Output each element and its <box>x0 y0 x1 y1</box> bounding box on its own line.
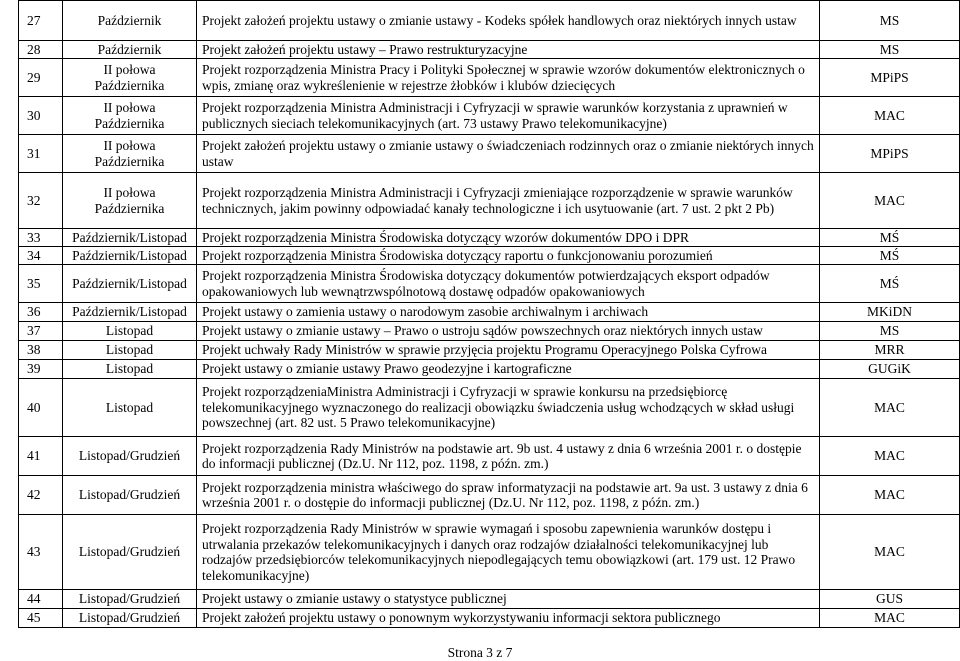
row-period: Październik/Listopad <box>63 303 197 322</box>
row-period: Listopad/Grudzień <box>63 609 197 628</box>
row-description: Projekt rozporządzenia Ministra Administracji i Cyfryzacji w sprawie warunków korzystania z uprawnień w publicznych sieciach telekomunikacyjnych (art. 73 ustawy Prawo telekomunikacyjne) <box>197 97 820 135</box>
table-row <box>19 379 960 437</box>
row-description: Projekt ustawy o zamienia ustawy o narodowym zasobie archiwalnym i archiwach <box>197 303 820 322</box>
row-description: Projekt rozporządzeniaMinistra Administracji i Cyfryzacji w sprawie konkursu na przedsiębiorcę telekomunikacyjnego wyznaczonego do realizacji obowiązku świadczenia usług wchodzących w skład usługi powszechnej (art. 82 ust. 5 Prawo telekomunikacyjne) <box>197 379 820 437</box>
row-institution: MAC <box>820 379 960 437</box>
table-row <box>19 341 960 360</box>
row-number: 29 <box>19 59 63 97</box>
row-number: 28 <box>19 41 63 59</box>
row-period: Listopad <box>63 341 197 360</box>
table-row <box>19 476 960 515</box>
row-number: 40 <box>19 379 63 437</box>
row-description: Projekt rozporządzenia Ministra Środowiska dotyczący dokumentów potwierdzających eksport odpadów opakowaniowych lub wewnątrzwspólnotową dostawę odpadów opakowaniowych <box>197 265 820 303</box>
row-description: Projekt założeń projektu ustawy o zmianie ustawy o świadczeniach rodzinnych oraz o zmianie niektórych innych ustaw <box>197 135 820 173</box>
row-period: Listopad/Grudzień <box>63 515 197 590</box>
row-number: 36 <box>19 303 63 322</box>
row-description: Projekt rozporządzenia Ministra Administracji i Cyfryzacji zmieniające rozporządzenie w sprawie warunków technicznych, jakim powinny odpowiadać kanały technologiczne i ich usytuowanie (art. 7 ust. 2 pkt 2 Pb) <box>197 173 820 229</box>
row-institution: MŚ <box>820 247 960 265</box>
table-row <box>19 247 960 265</box>
row-description: Projekt ustawy o zmianie ustawy – Prawo o ustroju sądów powszechnych oraz niektórych innych ustaw <box>197 322 820 341</box>
row-institution: GUS <box>820 590 960 609</box>
table-row <box>19 609 960 628</box>
row-institution: MAC <box>820 609 960 628</box>
row-institution: MKiDN <box>820 303 960 322</box>
row-description: Projekt uchwały Rady Ministrów w sprawie przyjęcia projektu Programu Operacyjnego Polska Cyfrowa <box>197 341 820 360</box>
table-row <box>19 590 960 609</box>
row-number: 41 <box>19 437 63 476</box>
row-description: Projekt ustawy o zmianie ustawy o statystyce publicznej <box>197 590 820 609</box>
row-number: 34 <box>19 247 63 265</box>
row-number: 38 <box>19 341 63 360</box>
row-description: Projekt rozporządzenia Rady Ministrów na podstawie art. 9b ust. 4 ustawy z dnia 6 września 2001 r. o dostępie do informacji publicznej (Dz.U. Nr 112, poz. 1198, z późn. zm.) <box>197 437 820 476</box>
table-row <box>19 303 960 322</box>
row-period: Listopad/Grudzień <box>63 437 197 476</box>
row-period: Listopad <box>63 379 197 437</box>
row-period: Październik <box>63 1 197 41</box>
row-period: Październik/Listopad <box>63 247 197 265</box>
row-description: Projekt ustawy o zmianie ustawy Prawo geodezyjne i kartograficzne <box>197 360 820 379</box>
table-row <box>19 41 960 59</box>
row-number: 27 <box>19 1 63 41</box>
row-number: 31 <box>19 135 63 173</box>
row-description: Projekt założeń projektu ustawy – Prawo restrukturyzacyjne <box>197 41 820 59</box>
row-number: 43 <box>19 515 63 590</box>
row-institution: MAC <box>820 515 960 590</box>
row-institution: MŚ <box>820 265 960 303</box>
row-description: Projekt rozporządzenia Ministra Środowiska dotyczący wzorów dokumentów DPO i DPR <box>197 229 820 247</box>
row-institution: MPiPS <box>820 135 960 173</box>
row-period: Listopad/Grudzień <box>63 476 197 515</box>
row-period: Październik <box>63 41 197 59</box>
row-number: 39 <box>19 360 63 379</box>
row-institution: MS <box>820 41 960 59</box>
row-period: Listopad <box>63 360 197 379</box>
row-institution: MŚ <box>820 229 960 247</box>
row-number: 33 <box>19 229 63 247</box>
row-period: II połowa Października <box>63 173 197 229</box>
table-row <box>19 173 960 229</box>
row-period: II połowa Października <box>63 97 197 135</box>
row-description: Projekt założeń projektu ustawy o ponownym wykorzystywaniu informacji sektora publicznego <box>197 609 820 628</box>
row-institution: GUGiK <box>820 360 960 379</box>
row-institution: MRR <box>820 341 960 360</box>
table-body <box>19 1 960 628</box>
row-description: Projekt założeń projektu ustawy o zmianie ustawy - Kodeks spółek handlowych oraz niektórych innych ustaw <box>197 1 820 41</box>
row-description: Projekt rozporządzenia ministra właściwego do spraw informatyzacji na podstawie art. 9a ust. 3 ustawy z dnia 6 września 2001 r. o dostępie do informacji publicznej (Dz.U. Nr 112, poz. 1198, z późn. zm.) <box>197 476 820 515</box>
row-period: II połowa Października <box>63 59 197 97</box>
row-institution: MAC <box>820 476 960 515</box>
row-institution: MAC <box>820 437 960 476</box>
row-institution: MPiPS <box>820 59 960 97</box>
row-period: Listopad/Grudzień <box>63 590 197 609</box>
row-institution: MS <box>820 1 960 41</box>
row-number: 35 <box>19 265 63 303</box>
page-number: Strona 3 z 7 <box>447 645 513 660</box>
table-row <box>19 59 960 97</box>
row-period: Październik/Listopad <box>63 265 197 303</box>
row-number: 32 <box>19 173 63 229</box>
row-description: Projekt rozporządzenia Rady Ministrów w sprawie wymagań i sposobu zapewnienia warunków dostępu i utrwalania przekazów telekomunikacyjnych i danych oraz rodzajów działalności telekomunikacyjnej lub rodzajów przedsiębiorców telekomunikacyjnych niepodlegających temu obowiązkowi (art. 179 ust. 12 Prawo telekomunikacyjne) <box>197 515 820 590</box>
row-number: 44 <box>19 590 63 609</box>
row-institution: MAC <box>820 173 960 229</box>
table-row <box>19 135 960 173</box>
table-row <box>19 1 960 41</box>
legislative-plan-table <box>18 0 960 628</box>
table-row <box>19 515 960 590</box>
table-row <box>19 229 960 247</box>
row-description: Projekt rozporządzenia Ministra Środowiska dotyczący raportu o funkcjonowaniu porozumień <box>197 247 820 265</box>
table-row <box>19 322 960 341</box>
row-period: II połowa Października <box>63 135 197 173</box>
row-number: 45 <box>19 609 63 628</box>
row-period: Listopad <box>63 322 197 341</box>
row-number: 42 <box>19 476 63 515</box>
row-number: 37 <box>19 322 63 341</box>
table-row <box>19 360 960 379</box>
row-description: Projekt rozporządzenia Ministra Pracy i Polityki Społecznej w sprawie wzorów dokumentów elektronicznych o wpis, zmianę oraz wykreślenienie w rejestrze żłobków i klubów dziecięcych <box>197 59 820 97</box>
table-row <box>19 97 960 135</box>
table-row <box>19 437 960 476</box>
row-institution: MAC <box>820 97 960 135</box>
row-institution: MS <box>820 322 960 341</box>
row-period: Październik/Listopad <box>63 229 197 247</box>
table-row <box>19 265 960 303</box>
row-number: 30 <box>19 97 63 135</box>
